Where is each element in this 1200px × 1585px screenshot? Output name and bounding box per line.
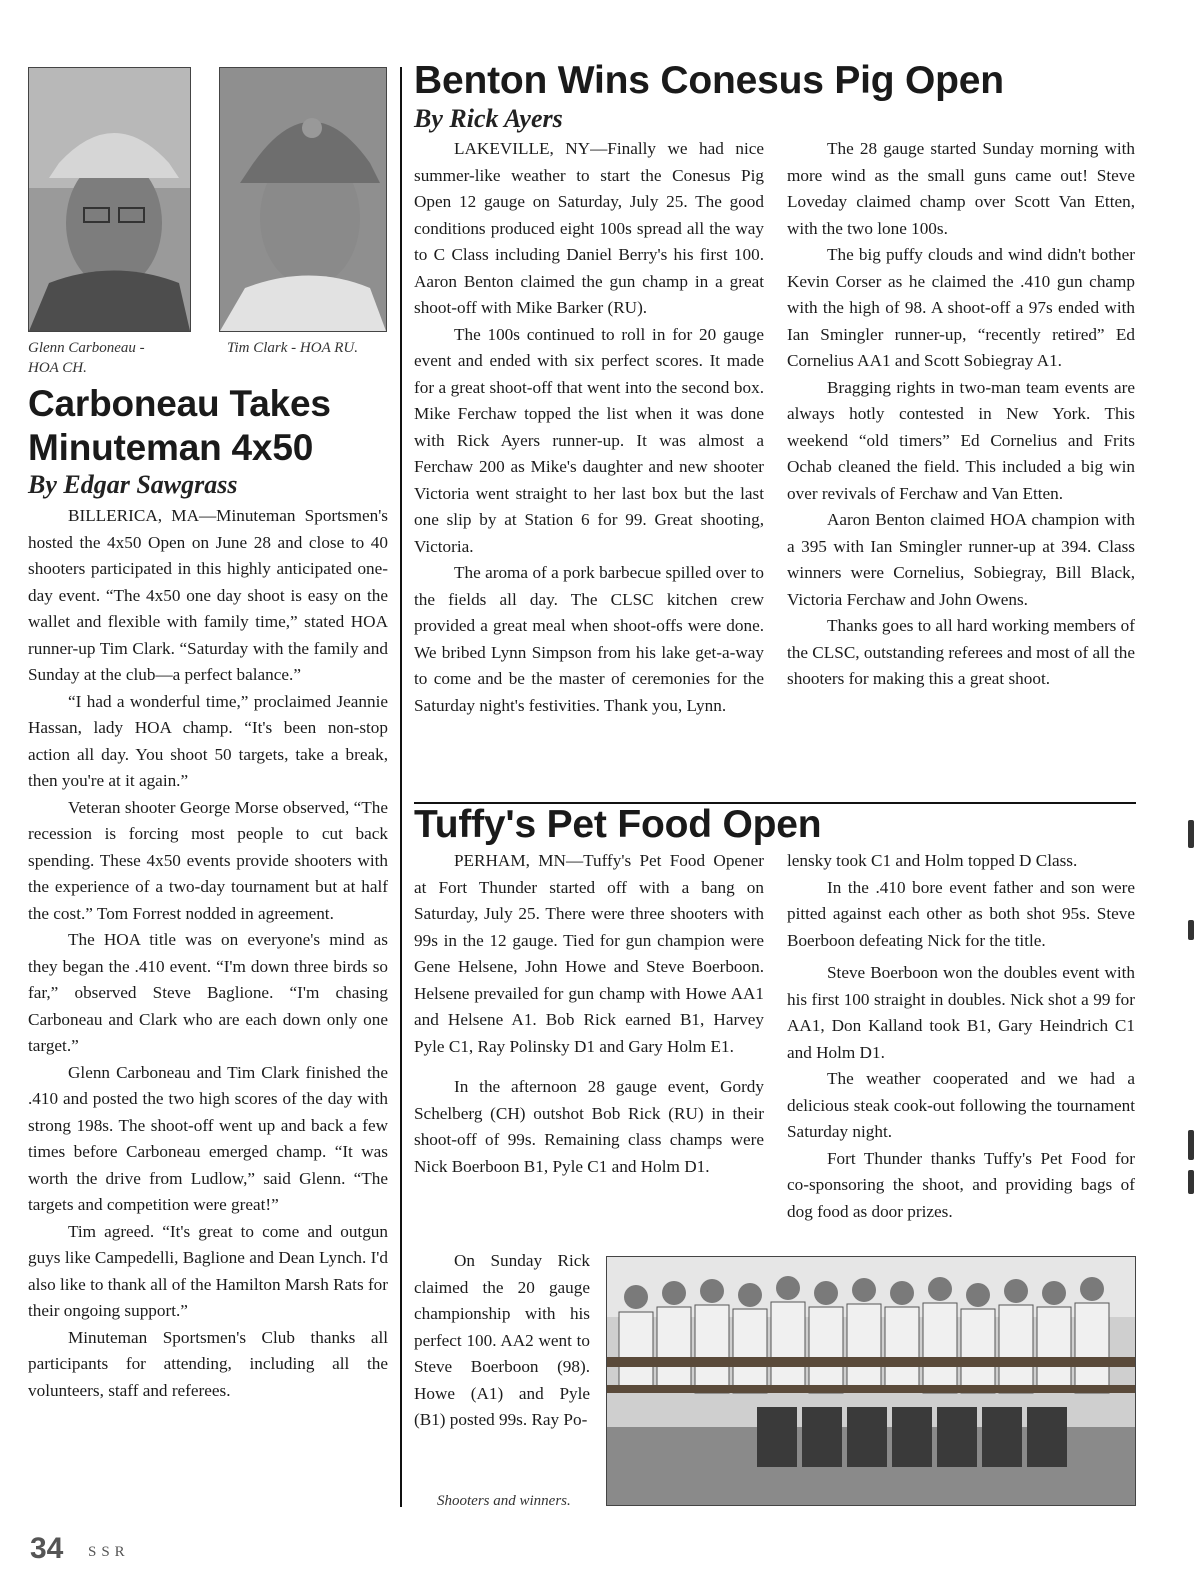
page-number: 34 [30,1532,64,1565]
photo1-caption: Glenn Carboneau - HOA CH. [28,340,145,376]
paragraph: The 28 gauge started Sunday morning with more wind as the small guns came out! Steve Loveday claimed champ over Scott Van Etten, with the two lone 100s. [787,139,1135,238]
paragraph: Fort Thunder thanks Tuffy's Pet Food for co-sponsoring the shoot, and providing bags of dog food as door prizes. [787,1148,1135,1221]
article-carboneau-body [28,503,388,1404]
paragraph: Veteran shooter George Morse observed, “The recession is forcing most people to cut back spending. These 4x50 events provide shooters with the experience of a two-day tournament but at half the cost.” Tom Forrest nodded in agreement. [28,797,388,923]
scan-edge-mark [1188,1170,1194,1194]
paragraph: Steve Boerboon won the doubles event with his first 100 straight in doubles. Nick shot a 99 for AA1, Don Kalland took B1, Gary Heindrich C1 and Holm D1. [787,963,1135,1062]
photo2-caption: Tim Clark - HOA RU. [227,340,358,356]
benton-col1 [414,136,764,719]
benton-col2 [787,136,1135,693]
photo-glenn-carboneau [28,67,191,332]
headline-carboneau: Carboneau Takes Minuteman 4x50 [28,383,331,468]
column-divider [400,67,402,1507]
scan-edge-mark [1188,920,1194,940]
paragraph: In the .410 bore event father and son were pitted against each other as both shot 95s. Steve Boerboon defeating Nick for the title. [787,877,1135,950]
photo-shooters-and-winners [606,1256,1136,1506]
publication-name: SSR [88,1544,130,1560]
photo-tim-clark [219,67,387,332]
paragraph: The 100s continued to roll in for 20 gauge event and ended with six perfect scores. It made for a great shoot-off that went into the second box. Mike Ferchaw topped the list when it was done with Rick Ayers runner-up. It was almost a Ferchaw 200 as Mike's daughter and new shooter Victoria went straight to her last box but the last one slip by at Station 6 for 99. Great shooting, Victoria. [414,324,764,556]
paragraph: LAKEVILLE, NY—Finally we had nice summer-like weather to start the Conesus Pig Open 12 gauge on Saturday, July 25. The good conditions produced eight 100s spread all the way to C Class including Daniel Berry's his first 100. Aaron Benton claimed the gun champ in a great shoot-off with Mike Barker (RU). [414,139,764,317]
paragraph: Aaron Benton claimed HOA champion with a 395 with Ian Smingler runner-up at 394. Class winners were Cornelius, Sobiegray, Bill Black, Victoria Ferchaw and John Owens. [787,510,1135,609]
paragraph: Minuteman Sportsmen's Club thanks all participants for attending, including all the volunteers, staff and referees. [28,1327,388,1400]
paragraph: Tim agreed. “It's great to come and outgun guys like Campedelli, Baglione and Dean Lynch. I'd also like to thank all of the Hamilton Marsh Rats for their ongoing support.” [28,1221,388,1320]
paragraph: Bragging rights in two-man team events are always hotly contested in New York. This weekend “old timers” Ed Cornelius and Frits Ochab cleaned the field. This included a big win over revivals of Ferchaw and Van Etten. [787,377,1135,503]
paragraph: BILLERICA, MA—Minuteman Sportsmen's hosted the 4x50 Open on June 28 and close to 40 shooters participated in this highly anticipated one-day event. “The 4x50 one day shoot is easy on the wallet and flexible with family time,” stated HOA runner-up Tim Clark. “Saturday with the family and Sunday at the club—a perfect balance.” [28,506,388,684]
tuffy-col1-tail [414,1248,590,1434]
paragraph: The big puffy clouds and wind didn't bother Kevin Corser as he claimed the .410 gun champ with the high of 98. A shoot-off a 97s ended with Ian Smingler runner-up, “recently retired” Ed Cornelius AA1 and Scott Sobiegray A1. [787,245,1135,370]
paragraph: lensky took C1 and Holm topped D Class. [787,851,1078,870]
paragraph: The HOA title was on everyone's mind as they began the .410 event. “I'm down three birds so far,” observed Steve Baglione. “I'm chasing Carboneau and Clark who are each down only one target.” [28,930,388,1055]
tuffy-col2 [787,848,1135,1225]
paragraph: Glenn Carboneau and Tim Clark finished the .410 and posted the two high scores of the day with strong 198s. The shoot-off went up and back a few times before Carboneau emerged champ. “It was worth the drive from Ludlow,” said Glenn. “The targets and competition were great!” [28,1062,388,1214]
paragraph: The aroma of a pork barbecue spilled over to the fields all day. The CLSC kitchen crew provided a great meal when shoot-offs were done. We bribed Lynn Simpson from his lake get-a-way to come and be the master of ceremonies for the Saturday night's festivities. Thank you, Lynn. [414,563,764,715]
paragraph: “I had a wonderful time,” proclaimed Jeannie Hassan, lady HOA champ. “It's been non-stop action all day. You shoot 50 targets, take a break, then you're at it again.” [28,691,388,790]
byline-sawgrass: By Edgar Sawgrass [28,470,238,499]
scan-edge-mark [1188,820,1194,848]
headline-tuffy: Tuffy's Pet Food Open [414,803,822,846]
tuffy-col1 [414,848,764,1180]
headline-benton: Benton Wins Conesus Pig Open [414,59,1004,102]
paragraph: In the afternoon 28 gauge event, Gordy Schelberg (CH) outshot Bob Rick (RU) in their shoot-off of 99s. Remaining class champs were Nick Boerboon B1, Pyle C1 and Holm D1. [414,1077,764,1176]
paragraph: On Sunday Rick claimed the 20 gauge championship with his perfect 100. AA2 went to Steve Boerboon (98). Howe (A1) and Pyle (B1) posted 99s. Ray Po- [414,1251,590,1429]
paragraph: The weather cooperated and we had a delicious steak cook-out following the tournament Saturday night. [787,1069,1135,1141]
paragraph: PERHAM, MN—Tuffy's Pet Food Opener at Fort Thunder started off with a bang on Saturday, July 25. There were three shooters with 99s in the 12 gauge. Tied for gun champion were Gene Helsene, John Howe and Steve Boerboon. Helsene prevailed for gun champ with Howe AA1 and Helsene A1. Bob Rick earned B1, Harvey Pyle C1, Ray Polinsky D1 and Gary Holm E1. [414,851,764,1056]
scan-edge-mark [1188,1130,1194,1160]
byline-ayers: By Rick Ayers [414,104,563,133]
paragraph: Thanks goes to all hard working members of the CLSC, outstanding referees and most of all the shooters for making this a great shoot. [787,616,1135,688]
group-photo-caption: Shooters and winners. [437,1493,571,1509]
